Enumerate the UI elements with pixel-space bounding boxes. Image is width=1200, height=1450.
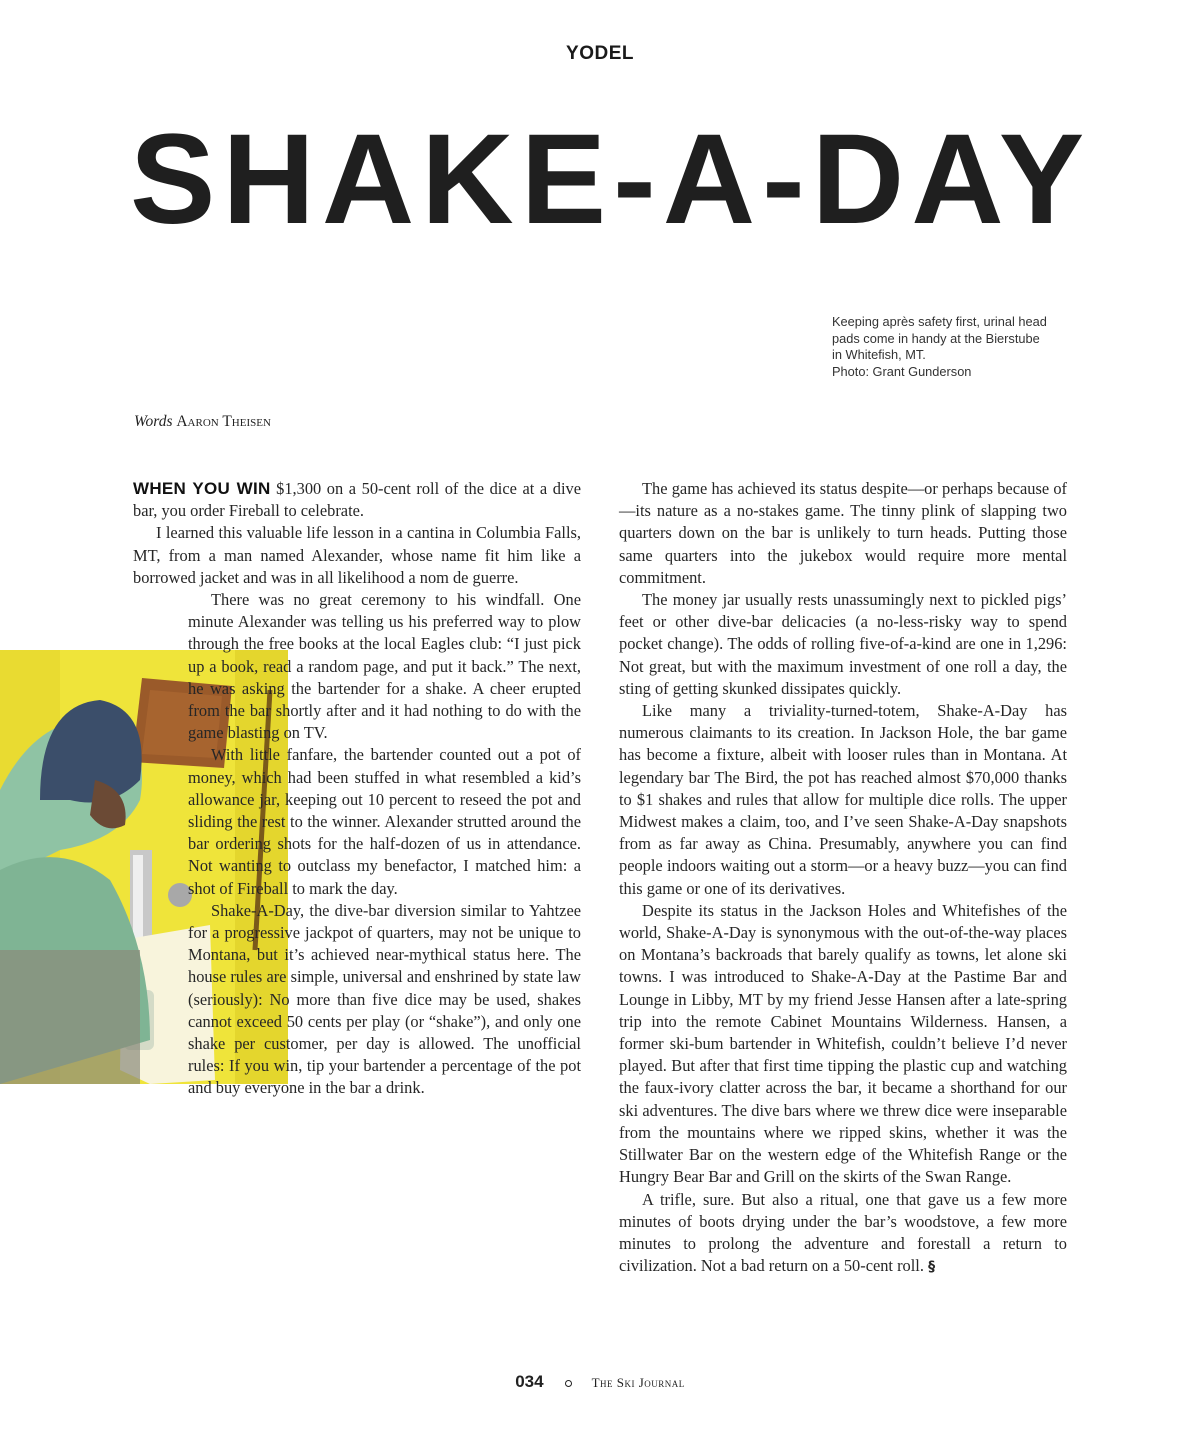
caption-credit: Photo: Grant Gunderson <box>832 363 972 379</box>
byline-author: Aaron Theisen <box>176 413 271 430</box>
article-paragraph: I learned this valuable life lesson in a cantina in Columbia Falls, MT, from a man named Alexander, whose name fit him like a borrowed jacket and was in all likelihood a nom de guerre. <box>133 523 581 587</box>
article-paragraph: Despite its status in the Jackson Holes and Whitefishes of the world, Shake-A-Day is synonymous with the out-of-the-way places on Montana’s backroads that barely qualify as towns, let alone ski towns. I was introduced to Shake-A-Day at the Pastime Bar and Lounge in Libby, MT by my friend Jesse Hansen after a late-spring trip into the remote Cabinet Mountains Wilderness. Hansen, a former ski-bum bartender in Whitefish, couldn’t believe I’d never played. But after that first time tipping the plastic cup and watching the faux-ivory clatter across the bar, it became a shorthand for our ski adventures. The dive bars where we threw dice were inseparable from the mountains where we ripped skins, whether it was the Stillwater Bar on the western edge of the Whitefish Range or the Hungry Bear Bar and Grill on the skirts of the Swan Range. <box>619 900 1067 1187</box>
article-paragraph <box>619 1189 1067 1279</box>
paragraph-text: $1,300 on a 50-cent roll of the dice at a dive bar, you order Fireball to celebrate. <box>133 479 581 521</box>
article-paragraph: Like many a triviality-turned-totem, Shake-A-Day has numerous claimants to its creation. In Jackson Hole, the bar game has become a fixture, albeit with looser rules than in Montana. At legendary bar The Bird, the pot has reached almost $70,000 thanks to $1 shakes and rules that allow for multiple dice rolls. The upper Midwest makes a claim, too, and I’ve seen Shake-A-Day snapshots from as far away as China. Presumably, anywhere you can find people indoors waiting out a storm—or a heavy buzz—you can find this game or one of its derivatives. <box>619 701 1067 898</box>
article-paragraph: The money jar usually rests unassumingly next to pickled pigs’ feet or other dive-bar delicacies (a no-less-risky way to spend pocket change). The odds of rolling five-of-a-kind are one in 1,296: Not great, but with the maximum investment of one roll a day, the sting of getting skunked dissipates quickly. <box>619 590 1067 698</box>
byline-prefix: Words <box>134 413 173 430</box>
byline <box>134 413 271 431</box>
article-paragraph: There was no great ceremony to his windfall. One minute Alexander was telling us his preferred way to plow through the free books at the local Eagles club: “I just pick up a book, read a random page, and put it back.” The next, he was asking the bartender for a shake. A cheer erupted from the bar shortly after and it had nothing to do with the game blasting on TV. <box>188 590 581 743</box>
article-paragraph: Shake-A-Day, the dive-bar diversion similar to Yahtzee for a progressive jackpot of quarters, may not be unique to Montana, but it’s achieved near-mythical status here. The house rules are simple, universal and enshrined by state law (seriously): No more than five dice may be used, shakes cannot exceed 50 cents per play (or “shake”), and only one shake per customer, per day is allowed. The unofficial rules: If you win, tip your bartender a percentage of the pot and buy everyone in the bar a drink. <box>188 900 581 1098</box>
article-paragraph: With little fanfare, the bartender counted out a pot of money, which had been stuffed in what resembled a kid’s allowance jar, keeping out 10 percent to reseed the pot and sliding the rest to the winner. Alexander strutted around the bar ordering shots for the half-dozen of us in attendance. Not wanting to outclass my benefactor, I matched him: a shot of Fireball to mark the day. <box>188 745 581 898</box>
headline: SHAKE-A-DAY <box>130 108 1092 251</box>
photo-caption <box>832 314 1072 380</box>
end-mark-icon: § <box>928 1259 936 1276</box>
paragraph-text: A trifle, sure. But also a ritual, one that gave us a few more minutes of boots drying under the bar’s woodstove, a few more minutes to prolong the adventure and forestall a return to civilization. Not a bad return on a 50-cent roll. <box>619 1189 1067 1276</box>
page-footer <box>0 1372 1200 1392</box>
article-column-left <box>133 478 581 1101</box>
photo-wrap-space <box>0 611 188 1101</box>
separator-dot-icon <box>565 1380 572 1387</box>
lead-in: WHEN YOU WIN <box>133 479 271 498</box>
caption-line: Keeping après safety first, urinal head <box>832 314 1047 329</box>
article-column-right <box>619 478 1067 1278</box>
caption-line: in Whitefish, MT. <box>832 347 926 362</box>
caption-line: pads come in handy at the Bierstube <box>832 330 1040 346</box>
section-label: YODEL <box>566 43 634 64</box>
article-paragraph <box>133 478 581 522</box>
page-number: 034 <box>515 1372 544 1391</box>
magazine-name: The Ski Journal <box>591 1375 685 1390</box>
article-paragraph: The game has achieved its status despite—or perhaps because of—its nature as a no-stakes game. The tinny plink of slapping two quarters down on the bar is unlikely to turn heads. Putting those same quarters into the jukebox would require more mental commitment. <box>619 479 1067 587</box>
